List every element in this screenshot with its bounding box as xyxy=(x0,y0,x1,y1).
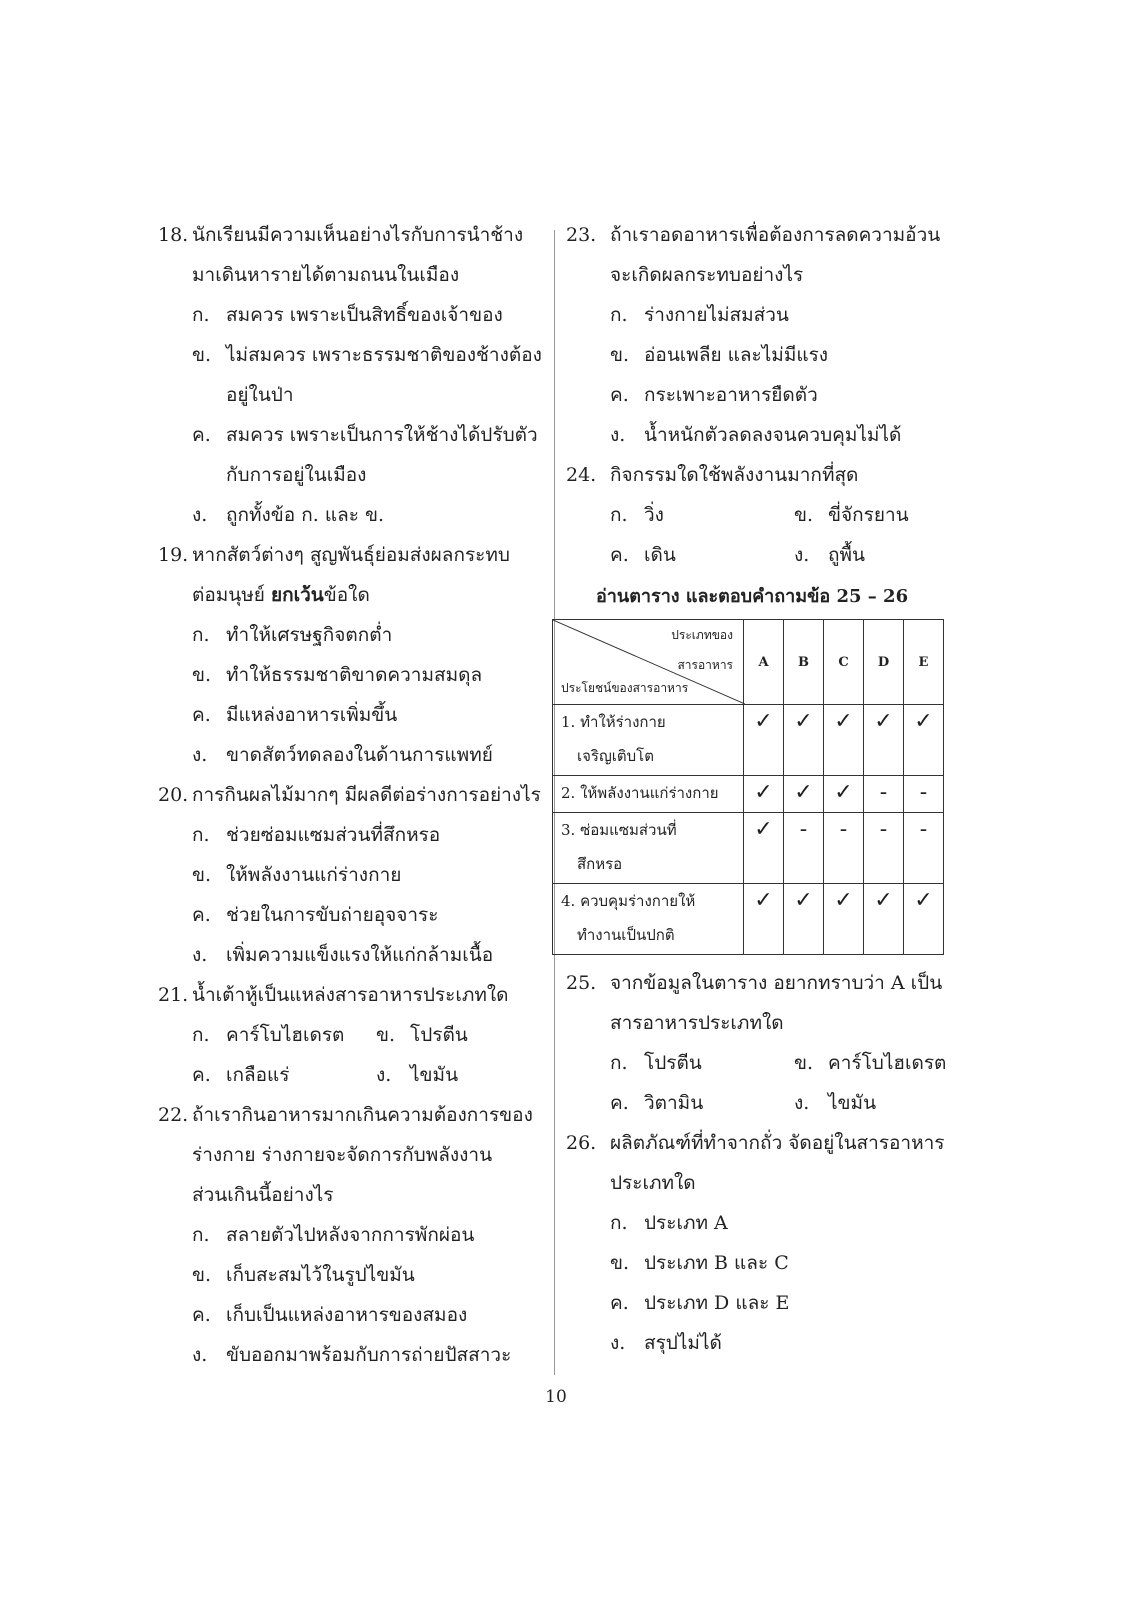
nutrient-table xyxy=(552,619,944,955)
question-text: ร่างกาย ร่างกายจะจัดการกับพลังงาน xyxy=(192,1144,493,1166)
check-mark: ✓ xyxy=(864,884,904,955)
question-19 xyxy=(158,535,538,775)
check-mark: ✓ xyxy=(784,776,824,813)
table-row xyxy=(553,705,944,776)
question-18 xyxy=(158,215,542,535)
question-text: กิจกรรมใดใช้พลังงานมากที่สุด xyxy=(610,464,859,486)
check-mark: ✓ xyxy=(744,813,784,884)
dash-mark: - xyxy=(784,813,824,884)
check-mark: ✓ xyxy=(864,705,904,776)
question-number: 24. xyxy=(566,464,597,486)
dash-mark: - xyxy=(904,776,944,813)
option: ค. กระเพาะอาหารยืดตัว xyxy=(610,384,818,406)
check-mark: ✓ xyxy=(824,884,864,955)
question-text: จะเกิดผลกระทบอย่างไร xyxy=(610,264,804,286)
benefit-label: 2. ให้พลังงานแก่ร่างกาย xyxy=(553,776,744,813)
question-number: 25. xyxy=(566,972,597,994)
question-24 xyxy=(566,455,966,575)
check-mark: ✓ xyxy=(784,705,824,776)
option: ง. ขับออกมาพร้อมกับการถ่ายปัสสาวะ xyxy=(192,1344,512,1366)
column-header-e: E xyxy=(904,620,944,705)
check-mark: ✓ xyxy=(904,705,944,776)
emphasis-except: ยกเว้น xyxy=(270,584,324,606)
option: ข. ประเภท B และ C xyxy=(610,1252,789,1274)
question-text: การกินผลไม้มากๆ มีผลดีต่อร่างการอย่างไร xyxy=(192,784,541,806)
page-number: 10 xyxy=(545,1387,567,1407)
question-text: ประเภทใด xyxy=(610,1172,696,1194)
table-row xyxy=(553,813,944,884)
check-mark: ✓ xyxy=(904,884,944,955)
option: ข. อ่อนเพลีย และไม่มีแรง xyxy=(610,344,829,366)
option: ค. ประเภท D และ E xyxy=(610,1292,790,1314)
benefit-label: 1. ทำให้ร่างกาย เจริญเติบโต xyxy=(553,705,744,776)
table-row xyxy=(553,776,944,813)
option: ก. สลายตัวไปหลังจากการพักผ่อน xyxy=(192,1224,475,1246)
question-22 xyxy=(158,1095,538,1375)
question-text: ผลิตภัณฑ์ที่ทำจากถั่ว จัดอยู่ในสารอาหาร xyxy=(610,1132,945,1154)
option: ค. ช่วยในการขับถ่ายอุจจาระ xyxy=(192,904,439,926)
table-heading: อ่านตาราง และตอบคำถามข้อ 25 – 26 xyxy=(596,586,909,607)
question-26 xyxy=(566,1123,966,1363)
option: ข. ไม่สมควร เพราะธรรมชาติของช้างต้อง xyxy=(192,344,542,366)
question-text: ต่อมนุษย์ ยกเว้นข้อใด xyxy=(192,584,370,606)
option: ง. เพิ่มความแข็งแรงให้แก่กล้ามเนื้อ xyxy=(192,944,494,966)
question-text: นักเรียนมีความเห็นอย่างไรกับการนำช้าง xyxy=(192,224,524,246)
benefit-label: 3. ซ่อมแซมส่วนที่ สึกหรอ xyxy=(553,813,744,884)
check-mark: ✓ xyxy=(744,776,784,813)
option: ง. สรุปไม่ได้ xyxy=(610,1332,722,1354)
option: ง. ถูกทั้งข้อ ก. และ ข. xyxy=(192,504,384,526)
option: ข. ทำให้ธรรมชาติขาดความสมดุล xyxy=(192,664,483,686)
question-number: 20. xyxy=(158,784,189,806)
option: ค. เก็บเป็นแหล่งอาหารของสมอง xyxy=(192,1304,468,1326)
option-continuation: อยู่ในป่า xyxy=(226,384,294,406)
question-text: ถ้าเราอดอาหารเพื่อต้องการลดความอ้วน xyxy=(610,224,941,246)
question-number: 19. xyxy=(158,544,189,566)
check-mark: ✓ xyxy=(824,705,864,776)
option: ค. สมควร เพราะเป็นการให้ช้างได้ปรับตัว xyxy=(192,424,538,446)
question-number: 21. xyxy=(158,984,189,1006)
left-column xyxy=(158,215,542,1375)
option: ก. ช่วยซ่อมแซมส่วนที่สึกหรอ xyxy=(192,824,441,846)
dash-mark: - xyxy=(824,813,864,884)
table-header-row xyxy=(553,620,944,705)
option-pair: ค. เดิน ง. ถูพื้น xyxy=(610,544,866,566)
option-pair: ค. วิตามิน ง. ไขมัน xyxy=(610,1092,877,1114)
option-pair: ก. คาร์โบไฮเดรต ข. โปรตีน xyxy=(192,1024,468,1046)
column-header-d: D xyxy=(864,620,904,705)
check-mark: ✓ xyxy=(744,705,784,776)
question-text: น้ำเต้าหู้เป็นแหล่งสารอาหารประเภทใด xyxy=(192,984,509,1006)
question-text: มาเดินหารายได้ตามถนนในเมือง xyxy=(192,264,460,286)
column-header-b: B xyxy=(784,620,824,705)
dash-mark: - xyxy=(864,776,904,813)
question-number: 26. xyxy=(566,1132,597,1154)
question-number: 18. xyxy=(158,224,189,246)
question-number: 23. xyxy=(566,224,597,246)
column-header-c: C xyxy=(824,620,864,705)
option-continuation: กับการอยู่ในเมือง xyxy=(226,464,367,486)
question-25 xyxy=(566,963,966,1123)
option: ก. ทำให้เศรษฐกิจตกต่ำ xyxy=(192,624,393,646)
column-header-a: A xyxy=(744,620,784,705)
question-21 xyxy=(158,975,538,1095)
check-mark: ✓ xyxy=(824,776,864,813)
option: ข. ให้พลังงานแก่ร่างกาย xyxy=(192,864,402,886)
table-corner-header: ประเภทของ สารอาหาร ประโยชน์ของสารอาหาร xyxy=(553,620,744,705)
question-number: 22. xyxy=(158,1104,189,1126)
table-row xyxy=(553,884,944,955)
option: ก. ร่างกายไม่สมส่วน xyxy=(610,304,789,326)
option: ค. มีแหล่งอาหารเพิ่มขึ้น xyxy=(192,704,398,726)
option: ก. สมควร เพราะเป็นสิทธิ์ของเจ้าของ xyxy=(192,304,503,326)
option-pair: ก. โปรตีน ข. คาร์โบไฮเดรต xyxy=(610,1052,947,1074)
question-text: จากข้อมูลในตาราง อยากทราบว่า A เป็น xyxy=(610,972,943,994)
question-text: ถ้าเรากินอาหารมากเกินความต้องการของ xyxy=(192,1104,533,1126)
question-20 xyxy=(158,775,541,975)
option: ง. ขาดสัตว์ทดลองในด้านการแพทย์ xyxy=(192,744,493,766)
question-text: หากสัตว์ต่างๆ สูญพันธุ์ย่อมส่งผลกระทบ xyxy=(192,544,510,566)
dash-mark: - xyxy=(864,813,904,884)
benefit-label: 4. ควบคุมร่างกายให้ ทำงานเป็นปกติ xyxy=(553,884,744,955)
option-pair: ก. วิ่ง ข. ขี่จักรยาน xyxy=(610,504,909,526)
option: ง. น้ำหนักตัวลดลงจนควบคุมไม่ได้ xyxy=(610,424,902,446)
option-pair: ค. เกลือแร่ ง. ไขมัน xyxy=(192,1064,459,1086)
option: ข. เก็บสะสมไว้ในรูปไขมัน xyxy=(192,1264,415,1286)
dash-mark: - xyxy=(904,813,944,884)
question-text: สารอาหารประเภทใด xyxy=(610,1012,784,1034)
check-mark: ✓ xyxy=(784,884,824,955)
question-text: ส่วนเกินนี้อย่างไร xyxy=(192,1184,334,1206)
right-column xyxy=(561,215,966,1363)
option: ก. ประเภท A xyxy=(610,1212,728,1234)
check-mark: ✓ xyxy=(744,884,784,955)
question-23 xyxy=(566,215,966,455)
